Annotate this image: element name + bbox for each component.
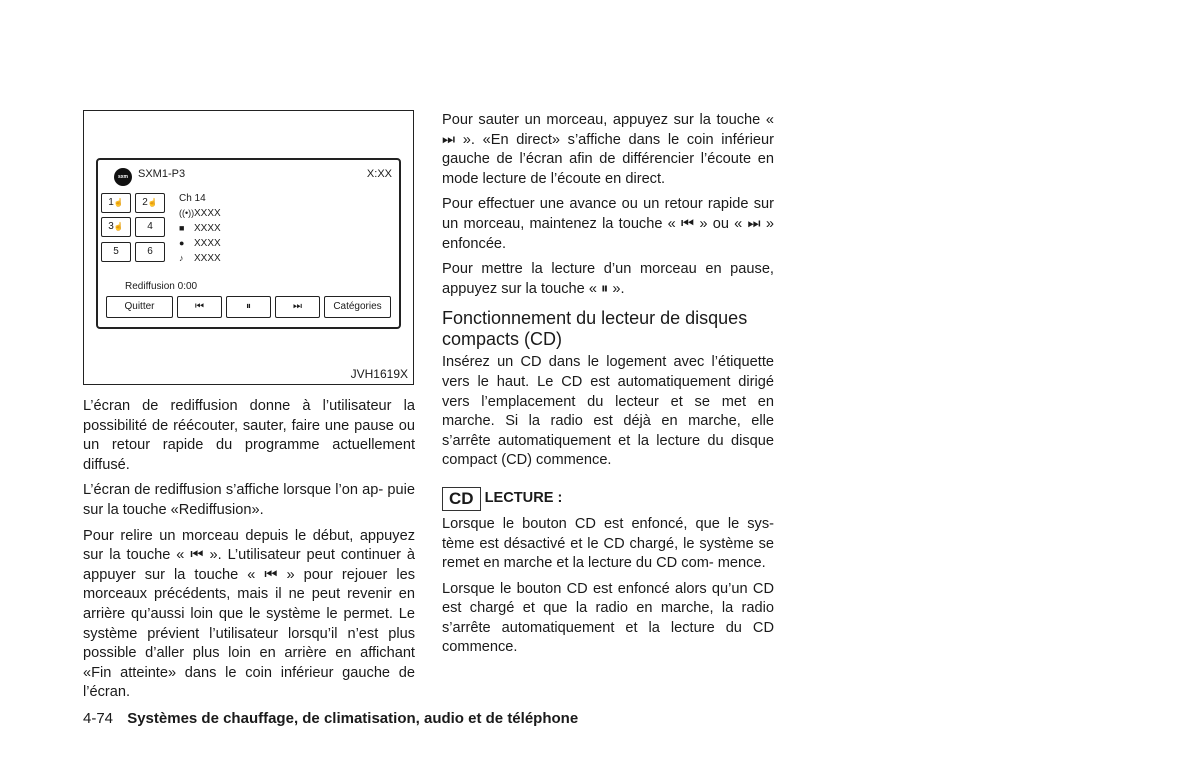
next-button[interactable] bbox=[275, 296, 320, 318]
channel-label: Ch 14 bbox=[179, 193, 206, 204]
broadcast-icon: ((•)) bbox=[179, 208, 195, 218]
quit-button[interactable]: Quitter bbox=[106, 296, 173, 318]
cd-subheading bbox=[442, 487, 774, 511]
hand-icon: ☝ bbox=[147, 198, 158, 207]
preset-button-1[interactable]: 1☝ bbox=[101, 193, 131, 213]
preset-button-4[interactable]: 4 bbox=[135, 217, 165, 237]
cd-badge: CD bbox=[442, 487, 481, 511]
previous-button[interactable] bbox=[177, 296, 222, 318]
preset-button-2[interactable]: 2☝ bbox=[135, 193, 165, 213]
pause-button[interactable] bbox=[226, 296, 271, 318]
section-heading: Fonctionnement du lecteur de disques compacts (CD) bbox=[442, 308, 748, 350]
info-row-category: ■ XXXX bbox=[179, 223, 221, 234]
cd-title: LECTURE : bbox=[484, 490, 563, 507]
skip-forward-icon: ⏭ bbox=[293, 301, 302, 312]
screen-title: SXM1-P3 bbox=[138, 168, 186, 180]
paragraph: Pour relire un morceau depuis le début, appuyez sur la touche « ⏮ ». L’utilisateur peut continuer à appuyer sur la touche « ⏮ » pour rejouer les morceaux précédents, mais il ne peut revenir en arrière qu’aussi loin que le système le permet. Le système prévient l’utilisateur lorsqu’il n’est plus possible d’aller plus loin en arrière en affichant «Fin atteinte» dans le coin inférieur gauche de l’écran. bbox=[83, 527, 415, 701]
right-column bbox=[442, 111, 774, 664]
paragraph: L’écran de rediffusion donne à l’utilisateur la possibilité de réécouter, sauter, faire une pause ou un retour rapide du programme actuellement diffusé. bbox=[83, 398, 415, 473]
info-row-song: ♪ XXXX bbox=[179, 253, 221, 264]
replay-screen bbox=[96, 158, 401, 329]
sxm-logo: sxm bbox=[114, 168, 132, 186]
hand-icon: ☝ bbox=[113, 198, 124, 207]
categories-button[interactable]: Catégories bbox=[324, 296, 391, 318]
folder-icon: ■ bbox=[179, 223, 185, 233]
preset-button-5[interactable]: 5 bbox=[101, 242, 131, 262]
paragraph: Lorsque le bouton CD est enfoncé alors qu’un CD est chargé et que la radio en marche, la radio s’arrête automatiquement et la lecture du CD commence. bbox=[442, 580, 774, 656]
preset-button-6[interactable]: 6 bbox=[135, 242, 165, 262]
left-column bbox=[83, 397, 415, 709]
preset-button-3[interactable]: 3☝ bbox=[101, 217, 131, 237]
paragraph: Lorsque le bouton CD est enfoncé, que le sys- tème est désactivé et le CD chargé, le système se remet en marche et la lecture du CD com- mence. bbox=[442, 515, 774, 572]
paragraph: Pour effectuer une avance ou un retour rapide sur un morceau, maintenez la touche « ⏮ » ou « ⏭ » enfoncée. bbox=[442, 196, 774, 252]
music-note-icon: ♪ bbox=[179, 253, 184, 263]
paragraph: L’écran de rediffusion s’affiche lorsque l’on ap- puie sur la touche «Rediffusion». bbox=[83, 482, 415, 518]
artist-icon: ● bbox=[179, 238, 185, 248]
page-footer bbox=[83, 710, 578, 727]
radio-screen-figure bbox=[83, 110, 414, 385]
info-row-artist: ● XXXX bbox=[179, 238, 221, 249]
paragraph: Pour sauter un morceau, appuyez sur la touche « ⏭ ». «En direct» s’affiche dans le coin inférieur gauche de l’écran afin de différencier l’écoute en mode lecture de l’écoute en direct. bbox=[442, 112, 774, 187]
page-number: 4-74 bbox=[83, 710, 114, 727]
screen-clock: X:XX bbox=[366, 168, 392, 180]
chapter-title: Systèmes de chauffage, de climatisation, audio et de téléphone bbox=[127, 710, 579, 727]
replay-status: Rediffusion 0:00 bbox=[125, 281, 198, 292]
hand-icon: ☝ bbox=[113, 222, 124, 231]
paragraph: Insérez un CD dans le logement avec l’étiquette vers le haut. Le CD est automatiquement dirigé vers l’emplacement du lecteur et se met en marche. Si la radio est déjà en marche, elle s’arrête automatiquement et la lecture du disque compact (CD) commence. bbox=[442, 354, 774, 469]
figure-label: JVH1619X bbox=[350, 367, 408, 381]
info-row-broadcast: ((•))XXXX bbox=[179, 208, 221, 219]
paragraph: Pour mettre la lecture d’un morceau en pause, appuyez sur la touche « ⏸ ». bbox=[442, 261, 774, 297]
skip-back-icon: ⏮ bbox=[195, 301, 204, 312]
pause-icon: ⏸ bbox=[246, 301, 251, 312]
